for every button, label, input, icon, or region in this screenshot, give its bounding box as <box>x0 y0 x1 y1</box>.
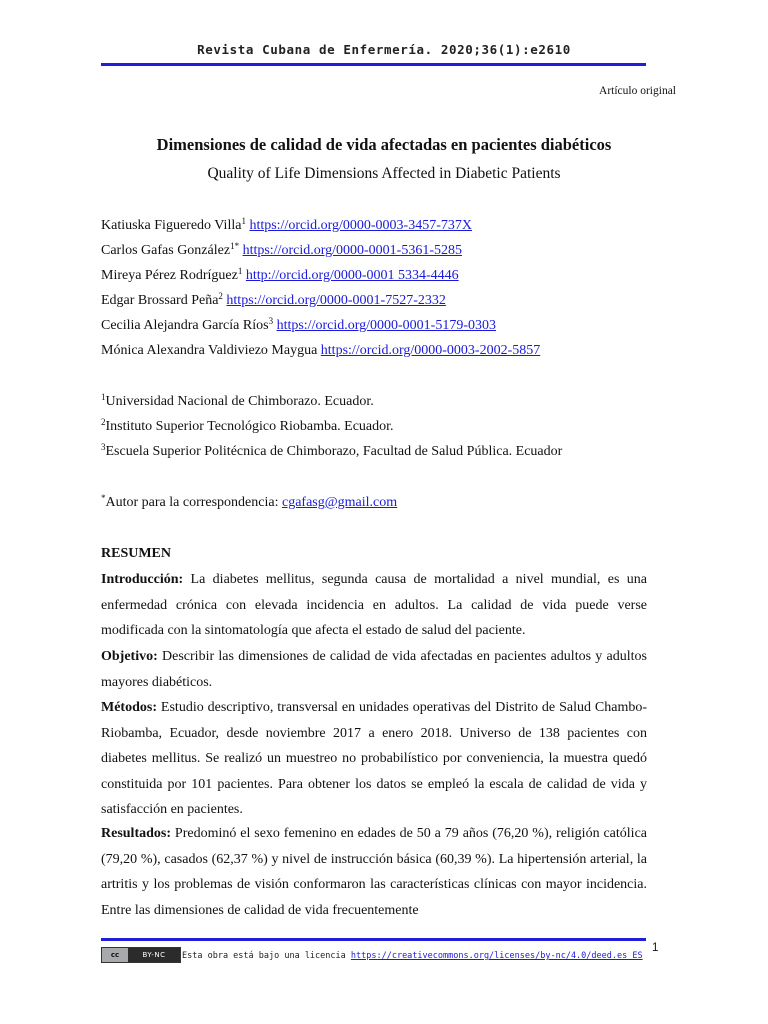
orcid-link[interactable]: https://orcid.org/0000-0001-7527-2332 <box>226 293 446 308</box>
author-sup: 2 <box>218 291 223 301</box>
abstract-methods <box>101 695 647 823</box>
section-label: Introducción: <box>101 572 184 587</box>
affiliation-line <box>101 394 374 410</box>
cc-license-badge[interactable] <box>101 947 181 963</box>
orcid-link[interactable]: https://orcid.org/0000-0001-5361-5285 <box>242 243 463 258</box>
by-nc-label: BY-NC <box>142 951 166 959</box>
header-rule <box>101 63 646 66</box>
affiliation-line <box>101 444 562 460</box>
affiliation-sup: 2 <box>101 417 106 427</box>
correspondence-label: Autor para la correspondencia: <box>105 495 282 510</box>
article-type: Artículo original <box>599 85 676 97</box>
license-line <box>182 951 643 961</box>
author-line <box>101 343 540 359</box>
author-name: Mónica Alexandra Valdiviezo Maygua <box>101 343 318 358</box>
author-name: Mireya Pérez Rodríguez <box>101 268 238 283</box>
author-line <box>101 293 446 309</box>
affiliation-sup: 3 <box>101 442 106 452</box>
orcid-link[interactable]: https://orcid.org/0000-0001-5179-0303 <box>276 318 497 333</box>
orcid-link[interactable]: https://orcid.org/0000-0003-3457-737X <box>249 218 472 233</box>
abstract-objective <box>101 644 647 695</box>
section-text: Estudio descriptivo, transversal en unidades operativas del Distrito de Salud Chambo-Riobamba, Ecuador, desde noviembre 2017 a enero 2018. Universo de 138 pacientes con diabetes mellitus. Se realizó un muestreo no probabilístico por conveniencia, la muestra quedó constituida por 101 pacientes. Para obtener los datos se empleó la escala de calidad de vida y satisfacción en pacientes. <box>101 700 647 817</box>
author-sup: 1 <box>241 216 246 226</box>
journal-header: Revista Cubana de Enfermería. 2020;36(1):e2610 <box>197 42 571 57</box>
author-line <box>101 268 459 284</box>
author-sup: 1* <box>230 241 240 251</box>
page-number: 1 <box>652 942 659 954</box>
resumen-heading: RESUMEN <box>101 546 172 561</box>
author-name: Edgar Brossard Peña <box>101 293 219 308</box>
orcid-link[interactable]: http://orcid.org/0000-0001 5334-4446 <box>245 268 459 283</box>
footer-rule <box>101 938 646 941</box>
article-title: Dimensiones de calidad de vida afectadas en pacientes diabéticos <box>156 135 612 154</box>
section-text: Predominó el sexo femenino en edades de 50 a 79 años (76,20 %), religión católica (79,20 %), casados (62,37 %) y nivel de instrucción básica (60,39 %). La hipertensión arterial, la artritis y los problemas de visión conformaron las características clínicas con mayor incidencia. Entre las dimensiones de calidad de vida frecuentemente <box>101 826 647 918</box>
affiliation-line <box>101 419 394 435</box>
section-text: La diabetes mellitus, segunda causa de mortalidad a nivel mundial, es una enfermedad crónica con elevada incidencia en adultos. La calidad de vida puede verse modificada con la sintomatología que afecta el estado de salud del paciente. <box>101 572 647 638</box>
section-label: Resultados: <box>101 826 172 841</box>
affiliation-text: Escuela Superior Politécnica de Chimborazo, Facultad de Salud Pública. Ecuador <box>105 444 563 459</box>
orcid-link[interactable]: https://orcid.org/0000-0003-2002-5857 <box>320 343 541 358</box>
license-link[interactable]: https://creativecommons.org/licenses/by-nc/4.0/deed.es_ES <box>350 951 643 961</box>
section-label: Métodos: <box>101 700 157 715</box>
section-label: Objetivo: <box>101 649 158 664</box>
correspondence-line <box>101 495 397 511</box>
abstract-introduction <box>101 567 647 644</box>
affiliation-text: Universidad Nacional de Chimborazo. Ecuador. <box>105 394 374 409</box>
author-line <box>101 218 472 234</box>
section-text: Describir las dimensiones de calidad de vida afectadas en pacientes adultos y adultos mayores diabéticos. <box>101 649 647 690</box>
license-text: Esta obra está bajo una licencia <box>182 951 351 961</box>
abstract-results <box>101 821 647 923</box>
author-line <box>101 318 496 334</box>
correspondence-sup: * <box>101 493 106 503</box>
author-sup: 1 <box>237 266 243 276</box>
author-name: Katiuska Figueredo Villa <box>101 218 242 233</box>
correspondence-email[interactable]: cgafasg@gmail.com <box>281 495 398 510</box>
affiliation-sup: 1 <box>101 392 106 402</box>
affiliation-text: Instituto Superior Tecnológico Riobamba. Ecuador. <box>105 419 394 434</box>
author-name: Carlos Gafas González <box>101 243 231 258</box>
article-subtitle: Quality of Life Dimensions Affected in Diabetic Patients <box>207 165 561 182</box>
author-line <box>101 243 462 259</box>
author-name: Cecilia Alejandra García Ríos <box>101 318 269 333</box>
cc-icon: cc <box>102 948 128 962</box>
author-sup: 3 <box>268 316 274 326</box>
